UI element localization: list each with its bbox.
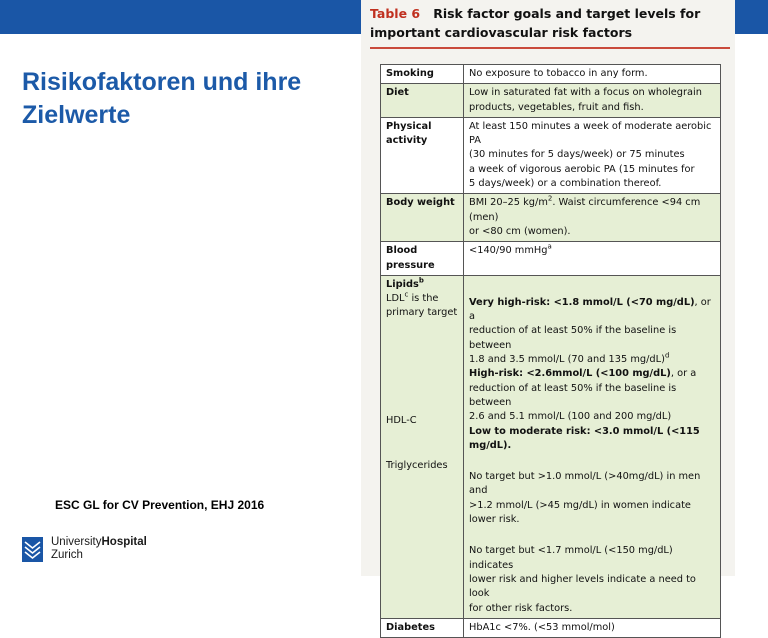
table-row-diet xyxy=(381,84,721,118)
goal-body-weight-line-2: or <80 cm (women). xyxy=(469,225,571,237)
goal-ldl-high-risk: High-risk: <2.6mmol/L (<100 mg/dL), or a xyxy=(469,368,697,380)
factor-diabetes: Diabetes xyxy=(386,621,435,633)
slide-title xyxy=(22,66,362,132)
table-row-blood-pressure xyxy=(381,242,721,276)
table-row-diabetes xyxy=(381,618,721,637)
goal-diabetes: HbA1c <7%. (<53 mmol/mol) xyxy=(469,621,615,633)
factor-hdl: HDL-C xyxy=(386,414,417,426)
risk-factor-table xyxy=(380,64,721,638)
factor-blood-pressure-line-2: pressure xyxy=(386,259,435,271)
factor-blood-pressure-line-1: Blood xyxy=(386,245,418,257)
university-hospital-zurich-logo-icon xyxy=(22,537,43,562)
goal-hdl-line-1: No target but >1.0 mmol/L (>40mg/dL) in men and xyxy=(469,471,701,497)
goal-pa-line-1: At least 150 minutes a week of moderate aerobic PA xyxy=(469,120,712,147)
factor-ldl-line-2: primary target xyxy=(386,307,458,319)
table-caption-line-1: Risk factor goals and target levels for xyxy=(433,6,701,21)
table-caption xyxy=(370,4,730,42)
table-row-lipids xyxy=(381,275,721,618)
logo-word-university: University xyxy=(51,536,102,548)
goal-pa-line-2: (30 minutes for 5 days/week) or 75 minutes xyxy=(469,149,685,161)
university-hospital-logo xyxy=(22,536,147,562)
source-citation: ESC GL for CV Prevention, EHJ 2016 xyxy=(55,498,265,512)
logo-word-zurich: Zurich xyxy=(51,549,83,561)
factor-smoking: Smoking xyxy=(386,68,434,79)
goal-pa-line-3: a week of vigorous aerobic PA (15 minutes for xyxy=(469,163,695,175)
factor-ldl-line-1: LDL$^c$ is the xyxy=(386,290,439,305)
goal-ldl-low-moderate-risk: Low to moderate risk: <3.0 mmol/L (<115 mg/dL). xyxy=(469,425,700,451)
goal-diet-line-1: Low in saturated fat with a focus on wholegrain xyxy=(469,87,702,99)
goal-ldl-very-high-risk-line-3: 1.8 and 3.5 mmol/L (70 and 135 mg/dL)$^d$ xyxy=(469,351,670,366)
table-caption-line-2: important cardiovascular risk factors xyxy=(370,25,633,40)
goal-body-weight-line-1: BMI 20–25 $kg/m^2$. Waist circumference <94 cm (men) xyxy=(469,195,701,223)
logo-word-hospital: Hospital xyxy=(101,536,147,548)
factor-physical-activity-line-2: activity xyxy=(386,135,428,147)
slide-title-line-2: Zielwerte xyxy=(22,101,131,129)
factor-triglycerides: Triglycerides xyxy=(386,460,448,472)
table-row-physical-activity xyxy=(381,117,721,193)
logo-wordmark xyxy=(51,536,147,562)
goal-triglycerides-line-3: for other risk factors. xyxy=(469,602,573,614)
goal-ldl-high-risk-line-2: reduction of at least 50% if the baseline is between xyxy=(469,382,677,408)
goal-ldl-high-risk-line-3: 2.6 and 5.1 mmol/L (100 and 200 mg/dL) xyxy=(469,411,672,423)
table-row-body-weight xyxy=(381,194,721,242)
caption-divider xyxy=(370,47,730,49)
goal-diet-line-2: products, vegetables, fruit and fish. xyxy=(469,101,644,113)
goal-blood-pressure: <140/90 mmHg$^a$ xyxy=(469,243,552,257)
goal-hdl-line-2: >1.2 mmol/L (>45 mg/dL) in women indicate lower risk. xyxy=(469,499,691,526)
goal-pa-line-4: 5 days/week) or a combination thereof. xyxy=(469,178,662,190)
factor-diet: Diet xyxy=(386,87,409,99)
goal-triglycerides-line-2: lower risk and higher levels indicate a need to look xyxy=(469,573,696,600)
goal-triglycerides-line-1: No target but <1.7 mmol/L (<150 mg/dL) indicates xyxy=(469,545,673,571)
factor-physical-activity-line-1: Physical xyxy=(386,120,432,132)
factor-lipids: Lipids$^b$ xyxy=(386,276,424,290)
slide-title-line-1: Risikofaktoren und ihre xyxy=(22,68,302,96)
factor-body-weight: Body weight xyxy=(386,197,455,209)
goal-ldl-very-high-risk: Very high-risk: <1.8 mmol/L (<70 mg/dL), or a xyxy=(469,296,711,323)
table-row-smoking xyxy=(381,65,721,84)
goal-smoking: No exposure to tobacco in any form. xyxy=(469,68,648,79)
goal-ldl-very-high-risk-line-2: reduction of at least 50% if the baseline is between xyxy=(469,325,677,351)
table-number: Table 6 xyxy=(370,6,421,21)
